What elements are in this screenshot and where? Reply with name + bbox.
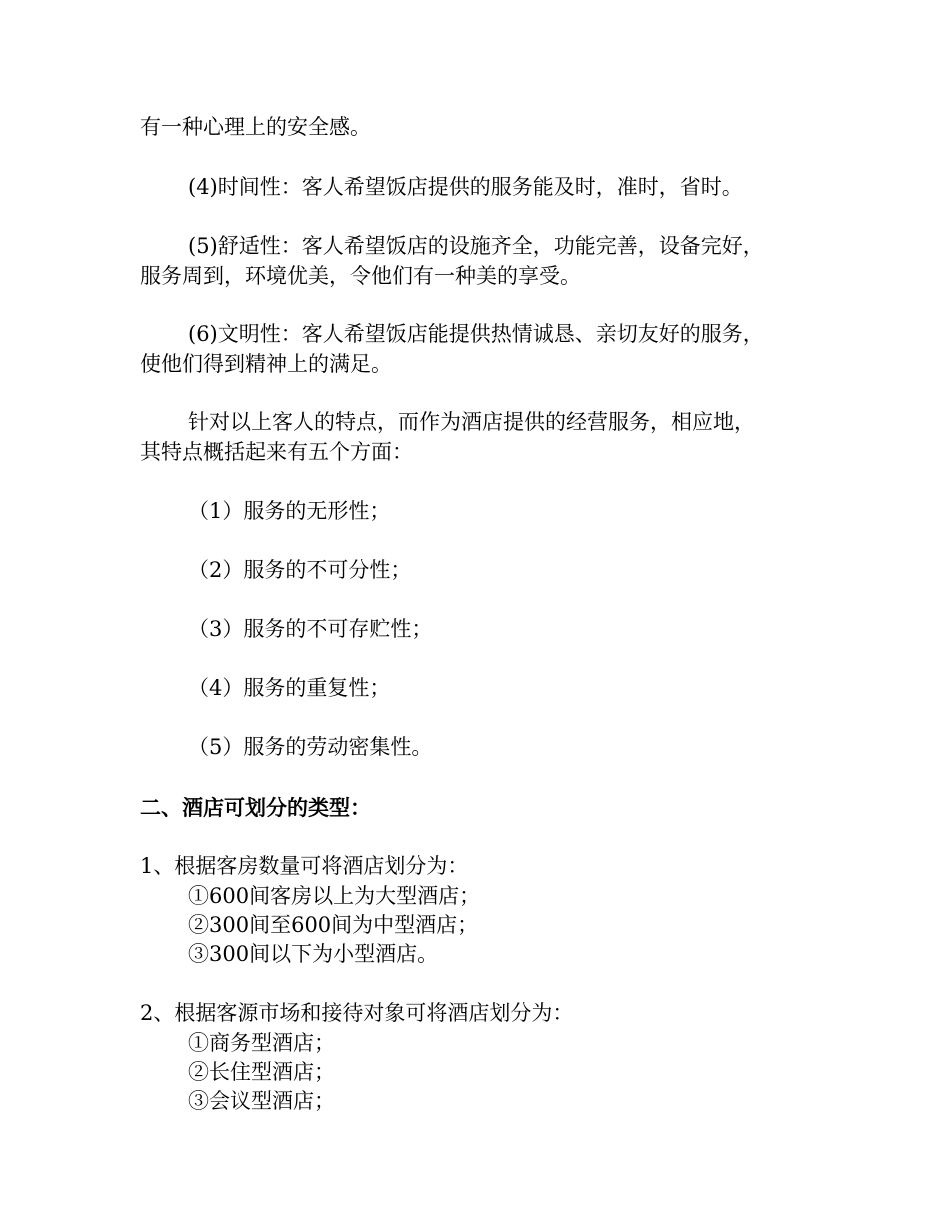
section-heading: 二、酒店可划分的类型： [140,796,371,820]
feature-item: （4）服务的重复性； [188,676,391,700]
feature-item: （3）服务的不可存贮性； [188,617,433,641]
category-item: ③300间以下为小型酒店。 [188,942,439,966]
category-title: 2、根据客源市场和接待对象可将酒店划分为： [140,1001,574,1025]
paragraph-security-continued: 有一种心理上的安全感。 [140,115,371,139]
paragraph-comfort-line2: 服务周到，环境优美，令他们有一种美的享受。 [140,264,581,288]
paragraph-civility-line1: (6)文明性：客人希望饭店能提供热情诚恳、亲切友好的服务， [188,322,764,346]
feature-item: （1）服务的无形性； [188,499,391,523]
category-item: ③会议型酒店； [188,1089,335,1113]
category-title: 1、根据客房数量可将酒店划分为： [140,854,469,878]
paragraph-comfort-line1: (5)舒适性：客人希望饭店的设施齐全，功能完善，设备完好， [188,234,764,258]
paragraph-summary-line1: 针对以上客人的特点，而作为酒店提供的经营服务，相应地， [188,410,755,434]
paragraph-summary-line2: 其特点概括起来有五个方面： [140,440,413,464]
feature-item: （5）服务的劳动密集性。 [188,735,433,759]
category-item: ②长住型酒店； [188,1060,335,1084]
category-item: ②300间至600间为中型酒店； [188,913,479,937]
category-item: ①600间客房以上为大型酒店； [188,884,481,908]
category-item: ①商务型酒店； [188,1031,335,1055]
paragraph-timeliness: (4)时间性：客人希望饭店提供的服务能及时，准时，省时。 [188,175,743,199]
paragraph-civility-line2: 使他们得到精神上的满足。 [140,352,392,376]
feature-item: （2）服务的不可分性； [188,558,412,582]
